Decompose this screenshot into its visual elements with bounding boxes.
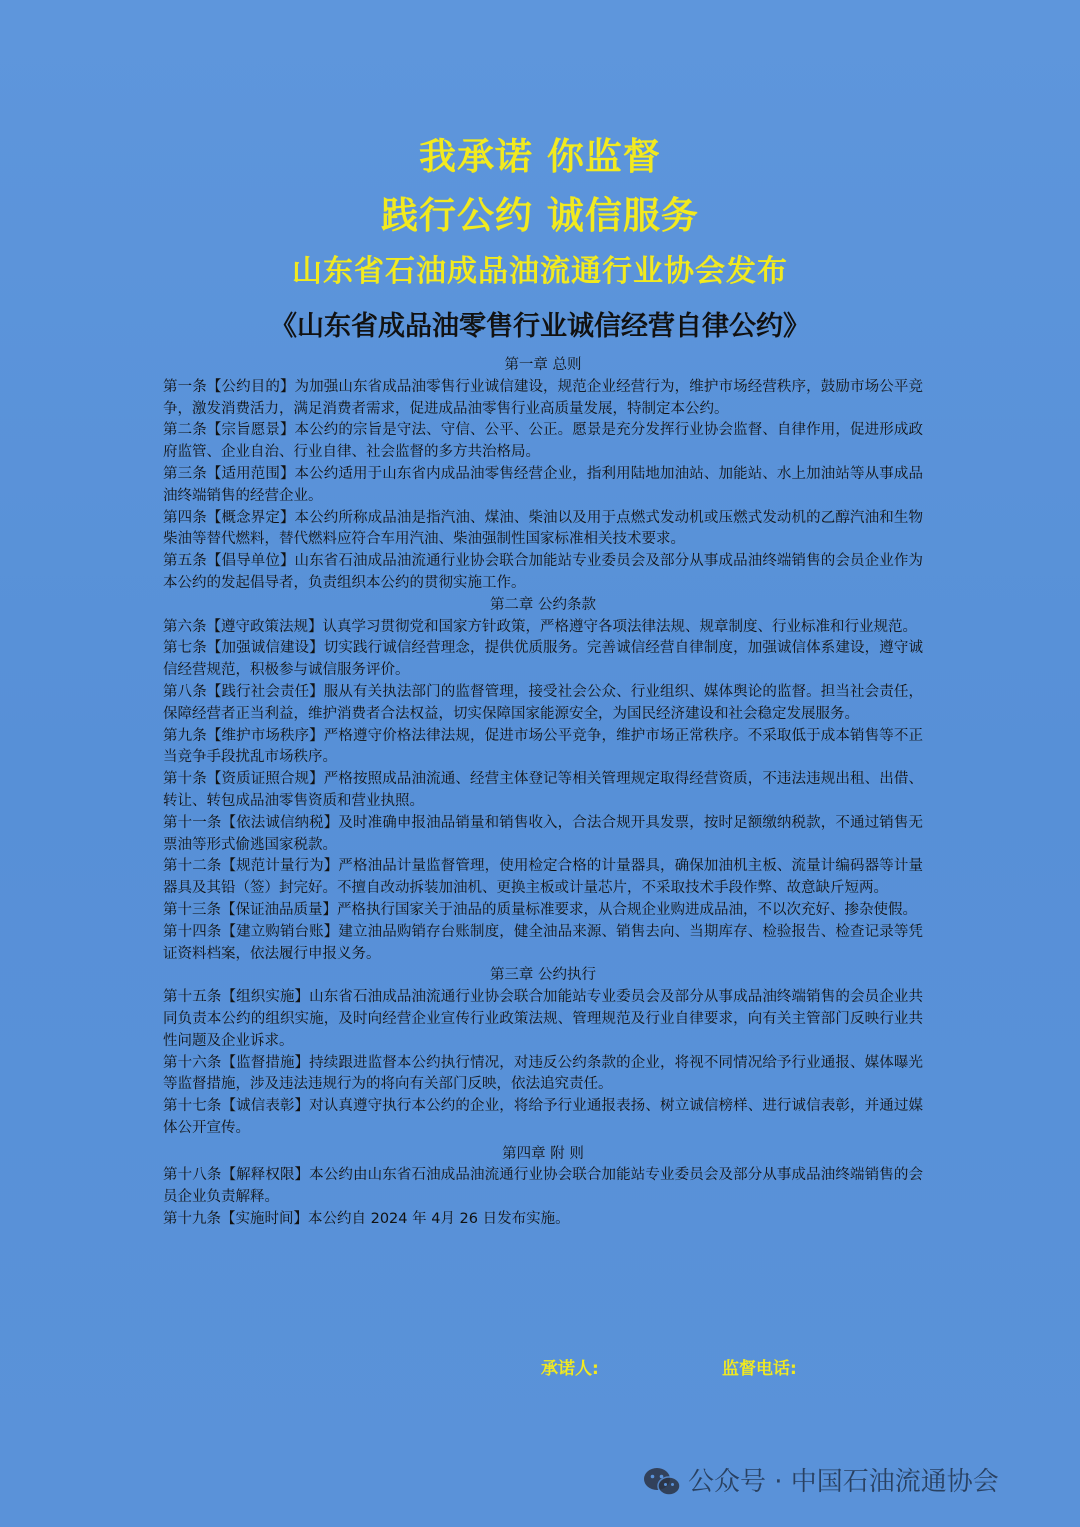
- chapter-heading: 第一章 总则: [504, 357, 582, 373]
- article: 第十八条【解释权限】本公约由山东省石油成品油流通行业协会联合加能站专业委员会及部分从事成品油终端销售的会员企业负责解释。: [163, 1167, 923, 1206]
- article: 第五条【倡导单位】山东省石油成品油流通行业协会联合加能站专业委员会及部分从事成品油终端销售的会员企业作为本公约的发起倡导者，负责组织本公约的贯彻实施工作。: [163, 553, 923, 591]
- headline-pledge: 我承诺 你监督: [419, 135, 661, 178]
- supervision-phone-label: 监督电话:: [722, 1359, 797, 1379]
- article: 第八条【践行社会责任】服从有关执法部门的监督管理，接受社会公众、行业组织、媒体舆论的监督。担当社会责任，保障经营者正当利益，维护消费者合法权益，切实保障国家能源安全，为国民经济建设和社会稳定发展服务。: [163, 683, 923, 722]
- article: 第七条【加强诚信建设】切实践行诚信经营理念，提供优质服务。完善诚信经营自律制度，加强诚信体系建设，遵守诚信经营规范，积极参与诚信服务评价。: [163, 640, 923, 679]
- article: 第三条【适用范围】本公约适用于山东省内成品油零售经营企业，指利用陆地加油站、加能站、水上加油站等从事成品油终端销售的经营企业。: [163, 465, 923, 504]
- chapter-heading: 第三章 公约执行: [489, 967, 597, 984]
- convention-body: [163, 355, 923, 1231]
- document-title: 《山东省成品油零售行业诚信经营自律公约》: [270, 311, 810, 342]
- publisher-line: 山东省石油成品油流通行业协会发布: [292, 254, 788, 289]
- article: 第十六条【监督措施】持续跟进监督本公约执行情况，对违反公约条款的企业，将视不同情况给予行业通报、媒体曝光等监督措施，涉及违法违规行为的将向有关部门反映，依法追究责任。: [163, 1054, 923, 1093]
- headline-practice: 践行公约 诚信服务: [381, 194, 699, 237]
- article: 第十五条【组织实施】山东省石油成品油流通行业协会联合加能站专业委员会及部分从事成品油终端销售的会员企业共同负责本公约的组织实施，及时向经营企业宣传行业政策法规、管理规范及行业自律要求，向有关主管部门反映行业共性问题及企业诉求。: [163, 989, 923, 1049]
- article: 第九条【维护市场秩序】严格遵守价格法律法规，促进市场公平竞争，维护市场正常秩序。不采取低于成本销售等不正当竞争手段扰乱市场秩序。: [163, 727, 923, 766]
- wechat-icon: [642, 1465, 682, 1499]
- watermark: [642, 1462, 999, 1502]
- article: 第十一条【依法诚信纳税】及时准确申报油品销量和销售收入，合法合规开具发票，按时足额缴纳税款，不通过销售无票油等形式偷逃国家税款。: [163, 814, 923, 853]
- article: 第十三条【保证油品质量】严格执行国家关于油品的质量标准要求，从合规企业购进成品油，不以次充好、掺杂使假。: [163, 901, 917, 918]
- article: 第六条【遵守政策法规】认真学习贯彻党和国家方针政策，严格遵守各项法律法规、规章制度、行业标准和行业规范。: [163, 618, 917, 635]
- article: 第十二条【规范计量行为】严格油品计量监督管理，使用检定合格的计量器具，确保加油机主板、流量计编码器等计量器具及其铅（签）封完好。不擅自改动拆装加油机、更换主板或计量芯片，不采取技术手段作弊、故意缺斤短两。: [163, 858, 923, 897]
- article: 第一条【公约目的】为加强山东省成品油零售行业诚信建设，规范企业经营行为，维护市场经营秩序，鼓励市场公平竞争，激发消费活力，满足消费者需求，促进成品油零售行业高质量发展，特制定本公约。: [163, 378, 923, 417]
- article: 第四条【概念界定】本公约所称成品油是指汽油、煤油、柴油以及用于点燃式发动机或压燃式发动机的乙醇汽油和生物柴油等替代燃料，替代燃料应符合车用汽油、柴油强制性国家标准相关技术要求。: [163, 509, 923, 548]
- article: 第十条【资质证照合规】严格按照成品油流通、经营主体登记等相关管理规定取得经营资质，不违法违规出租、出借、转让、转包成品油零售资质和营业执照。: [163, 771, 923, 809]
- article: 第十四条【建立购销台账】建立油品购销存台账制度，健全油品来源、销售去向、当期库存、检验报告、检查记录等凭证资料档案，依法履行申报义务。: [163, 923, 923, 962]
- chapter-heading: 第二章 公约条款: [489, 596, 597, 613]
- article: 第二条【宗旨愿景】本公约的宗旨是守法、守信、公平、公正。愿景是充分发挥行业协会监督、自律作用，促进形成政府监管、企业自治、行业自律、社会监督的多方共治格局。: [163, 422, 923, 461]
- article: 第十九条【实施时间】本公约自 2024 年 4月 26 日发布实施。: [163, 1211, 570, 1228]
- chapter-heading: 第四章 附 则: [502, 1145, 584, 1162]
- article: 第十七条【诚信表彰】对认真遵守执行本公约的企业，将给予行业通报表扬、树立诚信榜样、进行诚信表彰，并通过媒体公开宣传。: [163, 1098, 923, 1136]
- signature-row: [0, 1355, 1080, 1383]
- watermark-text: 公众号 · 中国石油流通协会: [688, 1467, 999, 1497]
- promiser-label: 承诺人:: [541, 1359, 599, 1379]
